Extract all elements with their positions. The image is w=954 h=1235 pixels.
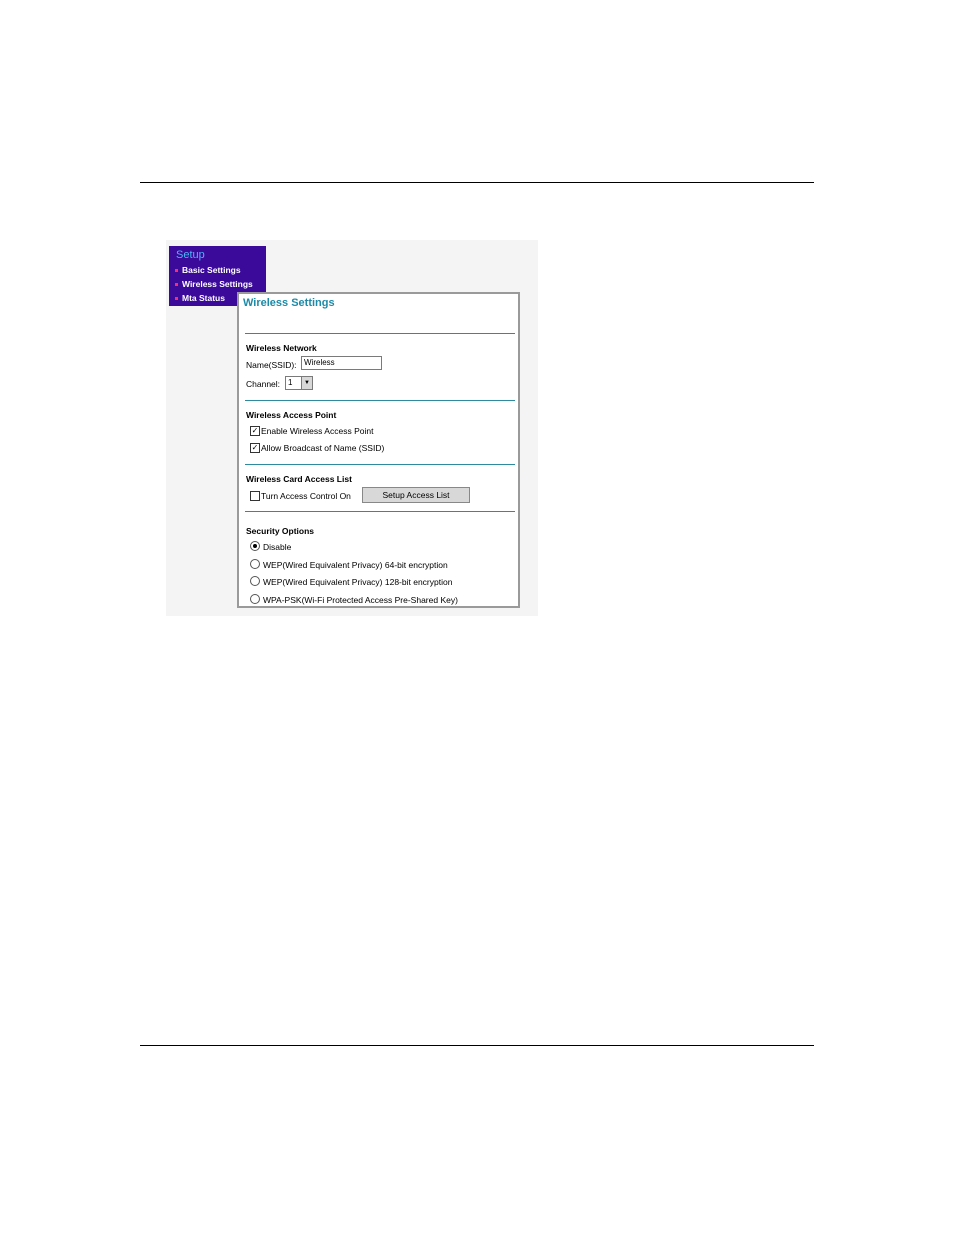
bullet-icon [175, 269, 178, 272]
ssid-input[interactable]: Wireless [301, 356, 382, 370]
menu-title: Setup [176, 249, 205, 261]
bullet-icon [175, 297, 178, 300]
menu-item-wireless-settings[interactable]: Wireless Settings [175, 279, 253, 289]
broadcast-ssid-label: Allow Broadcast of Name (SSID) [261, 443, 385, 453]
access-control-checkbox[interactable] [250, 491, 260, 501]
channel-value: 1 [288, 378, 293, 387]
ssid-label: Name(SSID): [246, 360, 297, 370]
channel-select[interactable] [285, 376, 313, 390]
page-title: Wireless Settings [243, 297, 335, 309]
divider [245, 333, 515, 334]
security-option-label: WEP(Wired Equivalent Privacy) 128-bit encryption [263, 577, 453, 587]
bullet-icon [175, 283, 178, 286]
security-option-radio[interactable] [250, 541, 260, 551]
security-option-radio[interactable] [250, 594, 260, 604]
menu-item-mta-status[interactable]: Mta Status [175, 293, 225, 303]
security-option-label: WEP(Wired Equivalent Privacy) 64-bit encryption [263, 560, 448, 570]
broadcast-ssid-checkbox[interactable]: ✓ [251, 443, 259, 452]
security-option-label: Disable [263, 542, 292, 552]
setup-access-list-button[interactable]: Setup Access List [362, 487, 470, 503]
security-options-heading: Security Options [246, 526, 315, 536]
page-bottom-rule [140, 1045, 814, 1046]
security-option-label: WPA-PSK(Wi-Fi Protected Access Pre-Shared Key) [263, 595, 458, 605]
menu-item-basic-settings[interactable]: Basic Settings [175, 265, 241, 275]
security-option-radio[interactable] [250, 576, 260, 586]
security-option-radio[interactable] [250, 559, 260, 569]
divider [245, 464, 515, 465]
enable-access-point-checkbox[interactable]: ✓ [251, 426, 259, 435]
chevron-down-icon[interactable]: ▼ [301, 377, 312, 389]
wireless-settings-panel [237, 292, 520, 608]
page-top-rule [140, 182, 814, 183]
access-control-label: Turn Access Control On [261, 491, 351, 501]
channel-label: Channel: [246, 379, 281, 389]
divider [245, 400, 515, 401]
enable-access-point-label: Enable Wireless Access Point [261, 426, 374, 436]
divider [245, 511, 515, 512]
access-list-heading: Wireless Card Access List [246, 474, 352, 484]
access-point-heading: Wireless Access Point [246, 410, 337, 420]
wireless-network-heading: Wireless Network [246, 343, 317, 353]
